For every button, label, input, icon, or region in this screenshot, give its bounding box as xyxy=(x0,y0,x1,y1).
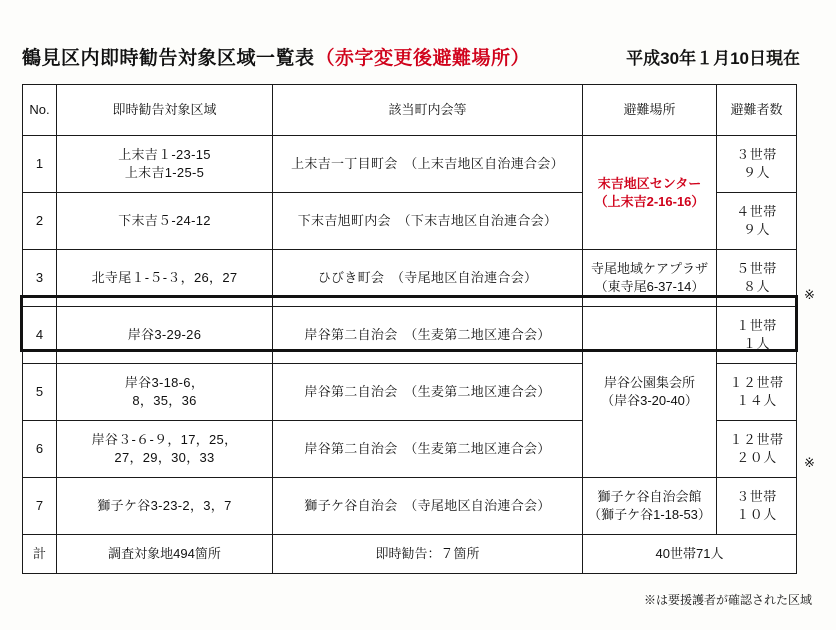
row-shelter xyxy=(583,307,717,478)
row-count xyxy=(717,421,797,478)
row-area xyxy=(57,136,273,193)
row-count-households: ４世帯 xyxy=(736,204,777,220)
table-header-row xyxy=(23,85,797,136)
row-shelter-line1: 末吉地区センター xyxy=(597,175,702,191)
table-row xyxy=(23,478,797,535)
row-count-households: ３世帯 xyxy=(736,489,777,505)
row-count-people: １人 xyxy=(742,336,770,351)
page-title: 鶴見区内即時勧告対象区域一覧表 xyxy=(22,48,315,69)
table-row xyxy=(23,136,797,193)
row-shelter xyxy=(583,250,717,307)
area-table-wrap xyxy=(22,84,796,574)
column-header-shelter: 避難場所 xyxy=(583,85,717,136)
row-area-line1: 上末吉１-23-15 xyxy=(118,147,211,163)
area-table xyxy=(22,84,797,574)
page-title-note: （赤字変更後避難場所） xyxy=(315,48,531,69)
row-area xyxy=(57,478,273,535)
row-count xyxy=(717,250,797,307)
row-count xyxy=(717,364,797,421)
row-count-households: １世帯 xyxy=(736,318,777,334)
document-date: 平成30年１月10日現在 xyxy=(626,49,800,68)
table-row xyxy=(23,250,797,307)
row-shelter-line1: 寺尾地域ケアプラザ xyxy=(590,261,708,277)
row-chonai: ひびき町会 （寺尾地区自治連合会） xyxy=(273,250,583,307)
total-label: 計 xyxy=(23,535,57,574)
row-area-line1: 獅子ケ谷3-23-2，3，7 xyxy=(97,498,232,514)
row-area-line2: 27，29，30，33 xyxy=(114,450,215,465)
row-shelter xyxy=(583,478,717,535)
total-survey-count: 調査対象地494箇所 xyxy=(57,535,273,574)
row-area-line1: 岸谷3-29-26 xyxy=(127,327,202,343)
row-count-people: ９人 xyxy=(742,222,770,237)
row-count xyxy=(717,136,797,193)
row-chonai: 下末吉旭町内会 （下末吉地区自治連合会） xyxy=(273,193,583,250)
row-count-people: １０人 xyxy=(736,507,777,522)
row-area-line1: 岸谷3-18-6， xyxy=(124,375,205,391)
column-header-chonai: 該当町内会等 xyxy=(273,85,583,136)
row-no: 1 xyxy=(23,136,57,193)
row-chonai: 獅子ケ谷自治会 （寺尾地区自治連合会） xyxy=(273,478,583,535)
row-no: 3 xyxy=(23,250,57,307)
row-shelter-line2: （岸谷3-20-40） xyxy=(601,393,698,408)
row-no: 6 xyxy=(23,421,57,478)
row-count-households: １２世帯 xyxy=(729,375,784,391)
row-chonai: 上末吉一丁目町会 （上末吉地区自治連合会） xyxy=(273,136,583,193)
row-area xyxy=(57,250,273,307)
document-header xyxy=(22,36,814,70)
row-shelter-line2: （上末吉2-16-16） xyxy=(594,193,705,209)
row-area-line1: 下末吉５-24-12 xyxy=(118,213,211,229)
row-count-people: １４人 xyxy=(736,393,777,408)
row-shelter-line1: 岸谷公園集会所 xyxy=(603,375,695,391)
row-count-people: ９人 xyxy=(742,165,770,180)
row-count xyxy=(717,193,797,250)
row-mark-asterisk: ※ xyxy=(804,455,815,470)
row-count-households: １２世帯 xyxy=(729,432,784,448)
total-immediate-count: 即時勧告：７箇所 xyxy=(273,535,583,574)
row-count-households: ５世帯 xyxy=(736,261,777,277)
column-header-area: 即時勧告対象区域 xyxy=(57,85,273,136)
row-area xyxy=(57,421,273,478)
table-total-row xyxy=(23,535,797,574)
row-no: 7 xyxy=(23,478,57,535)
row-shelter-line2: （東寺尾6-37-14） xyxy=(594,279,705,294)
row-mark-asterisk: ※ xyxy=(804,287,815,302)
row-count-people: ８人 xyxy=(742,279,770,294)
row-no: 5 xyxy=(23,364,57,421)
row-shelter xyxy=(583,136,717,250)
total-evacuee-count: 40世帯71人 xyxy=(583,535,797,574)
row-area xyxy=(57,193,273,250)
row-no: 2 xyxy=(23,193,57,250)
row-count xyxy=(717,307,797,364)
row-chonai: 岸谷第二自治会 （生麦第二地区連合会） xyxy=(273,307,583,364)
footnote: ※は要援護者が確認された区域 xyxy=(643,593,812,607)
row-count xyxy=(717,478,797,535)
row-area-line1: 岸谷３-６-９，17，25， xyxy=(91,432,238,448)
row-count-households: ３世帯 xyxy=(736,147,777,163)
column-header-count: 避難者数 xyxy=(717,85,797,136)
row-shelter-line2: （獅子ケ谷1-18-53） xyxy=(588,507,711,522)
row-area-line2: 上末吉1-25-5 xyxy=(124,165,205,180)
row-chonai: 岸谷第二自治会 （生麦第二地区連合会） xyxy=(273,364,583,421)
row-area xyxy=(57,307,273,364)
row-area xyxy=(57,364,273,421)
row-shelter-line1: 獅子ケ谷自治会館 xyxy=(597,489,702,505)
column-header-no: No. xyxy=(23,85,57,136)
row-no: 4 xyxy=(23,307,57,364)
row-count-people: ２０人 xyxy=(736,450,777,465)
table-row xyxy=(23,307,797,364)
row-area-line1: 北寺尾１-５-３，26，27 xyxy=(91,270,238,286)
row-area-line2: 8，35，36 xyxy=(132,393,197,408)
row-chonai: 岸谷第二自治会 （生麦第二地区連合会） xyxy=(273,421,583,478)
